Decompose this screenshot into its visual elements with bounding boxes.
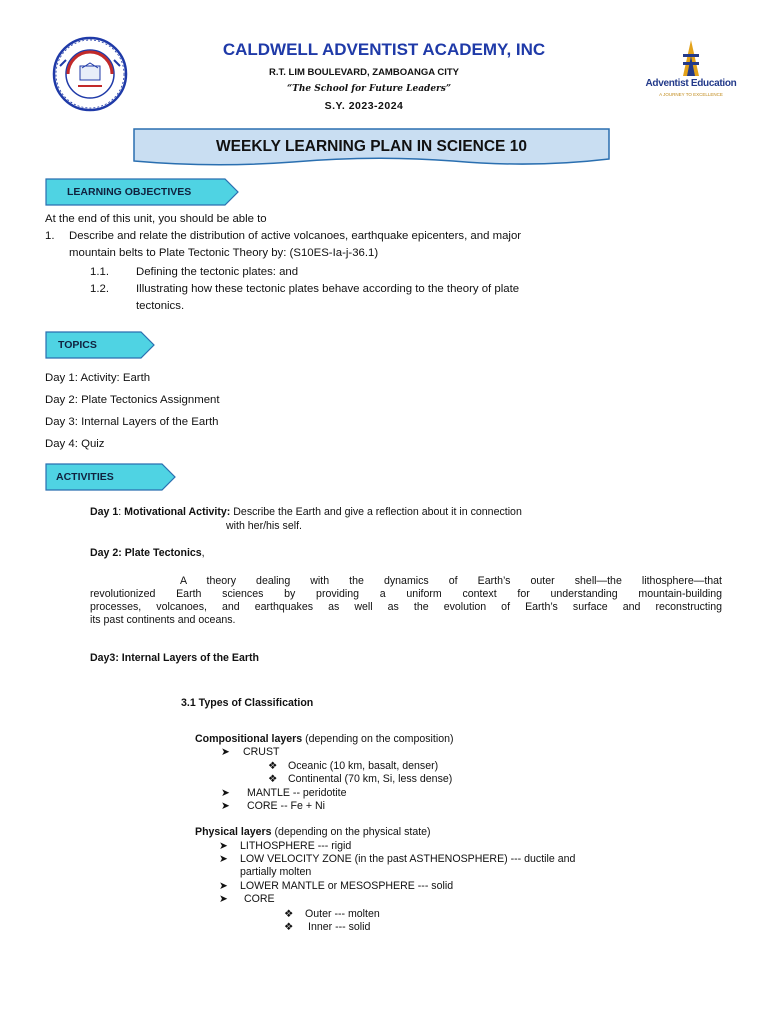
day2-comma: , [201,547,205,559]
activities-label: ACTIVITIES [56,471,114,483]
day1-label: Day 1 [90,506,119,518]
list-item-cont: partially molten [240,866,312,878]
school-year: S.Y. 2023-2024 [324,100,404,112]
title-banner [133,128,610,166]
arrow-bullet-icon: ➤ [221,787,230,799]
diamond-bullet-icon: ❖ [268,760,278,772]
diamond-bullet-icon: ❖ [284,908,294,920]
list-item: LOW VELOCITY ZONE (in the past ASTHENOSPHERE) --- ductile and [240,853,576,865]
physical-layers-heading [195,826,431,839]
day2-paragraph-line: A theory dealing with the dynamics of Earth’s outer shell—the lithosphere—that [180,575,722,587]
list-item: Oceanic (10 km, basalt, denser) [288,760,439,772]
sub-objective-text: Defining the tectonic plates: and [136,266,299,278]
day1-description-cont: with her/his self. [226,520,302,532]
objective-number: 1. [45,230,55,242]
objective-line-1: Describe and relate the distribution of active volcanoes, earthquake epicenters, and major [69,230,522,242]
arrow-bullet-icon: ➤ [219,840,228,852]
list-item: CORE -- Fe + Ni [247,800,325,812]
sub-objective-number: 1.2. [90,283,109,295]
school-motto: “The School for Future Leaders” [286,84,452,94]
school-address: R.T. LIM BOULEVARD, ZAMBOANGA CITY [269,67,459,78]
sub-objective-number: 1.1. [90,266,109,278]
arrow-bullet-icon: ➤ [219,880,228,892]
compositional-layers-note: (depending on the composition) [302,733,454,745]
compositional-layers-heading [195,733,454,746]
day2-paragraph-line: revolutionized Earth sciences by providing a uniform context for understanding mountain-building [90,588,722,600]
day1-title: Motivational Activity: [124,506,231,518]
classification-heading: 3.1 Types of Classification [181,697,314,709]
physical-layers-note: (depending on the physical state) [271,826,431,838]
list-item: CORE [244,893,275,905]
day2-title: Day 2: Plate Tectonics [90,547,202,559]
activities-tag [45,463,176,491]
topic-item: Day 2: Plate Tectonics Assignment [45,394,220,406]
arrow-bullet-icon: ➤ [221,746,230,758]
list-item: Outer --- molten [305,908,380,920]
list-item: Inner --- solid [308,921,371,933]
day2-heading [90,547,205,560]
day2-paragraph-line: processes, volcanoes, and earthquakes as well as the evolution of Earth’s surface and reconstructing [90,601,722,613]
compositional-layers-title: Compositional layers [195,733,303,745]
learning-objectives-label: LEARNING OBJECTIVES [67,186,192,198]
learning-objectives-tag [45,178,239,206]
objectives-intro: At the end of this unit, you should be able to [45,213,267,225]
adventist-education-text: Adventist Education [645,78,737,89]
sub-objective-text: Illustrating how these tectonic plates behave according to the theory of plate [136,283,520,295]
arrow-bullet-icon: ➤ [219,853,228,865]
arrow-bullet-icon: ➤ [221,800,230,812]
adventist-education-tagline: A JOURNEY TO EXCELLENCE [659,92,723,97]
topic-item: Day 3: Internal Layers of the Earth [45,416,219,428]
list-item: LOWER MANTLE or MESOSPHERE --- solid [240,880,454,892]
day2-paragraph [90,575,722,627]
list-item: MANTLE -- peridotite [247,787,347,799]
day3-heading: Day3: Internal Layers of the Earth [90,652,259,664]
sub-objective-text: tectonics. [136,300,185,312]
topic-item: Day 4: Quiz [45,438,105,450]
list-item: CRUST [243,746,280,758]
objective-line-2: mountain belts to Plate Tectonic Theory by: (S10ES-Ia-j-36.1) [69,247,379,259]
topics-tag [45,331,155,359]
day1-description: Describe the Earth and give a reflection about it in connection [230,506,522,518]
topic-item: Day 1: Activity: Earth [45,372,151,384]
physical-layers-title: Physical layers [195,826,272,838]
day1-separator: : [118,506,125,518]
diamond-bullet-icon: ❖ [284,921,294,933]
list-item: Continental (70 km, Si, less dense) [288,773,453,785]
page-title: WEEKLY LEARNING PLAN IN SCIENCE 10 [216,138,527,155]
topics-label: TOPICS [58,339,97,351]
list-item: LITHOSPHERE --- rigid [240,840,352,852]
day2-paragraph-line: its past continents and oceans. [90,614,236,626]
arrow-bullet-icon: ➤ [219,893,228,905]
adventist-education-logo [643,38,739,106]
school-name: CALDWELL ADVENTIST ACADEMY, INC [222,40,546,59]
diamond-bullet-icon: ❖ [268,773,278,785]
day1-line [90,506,522,519]
